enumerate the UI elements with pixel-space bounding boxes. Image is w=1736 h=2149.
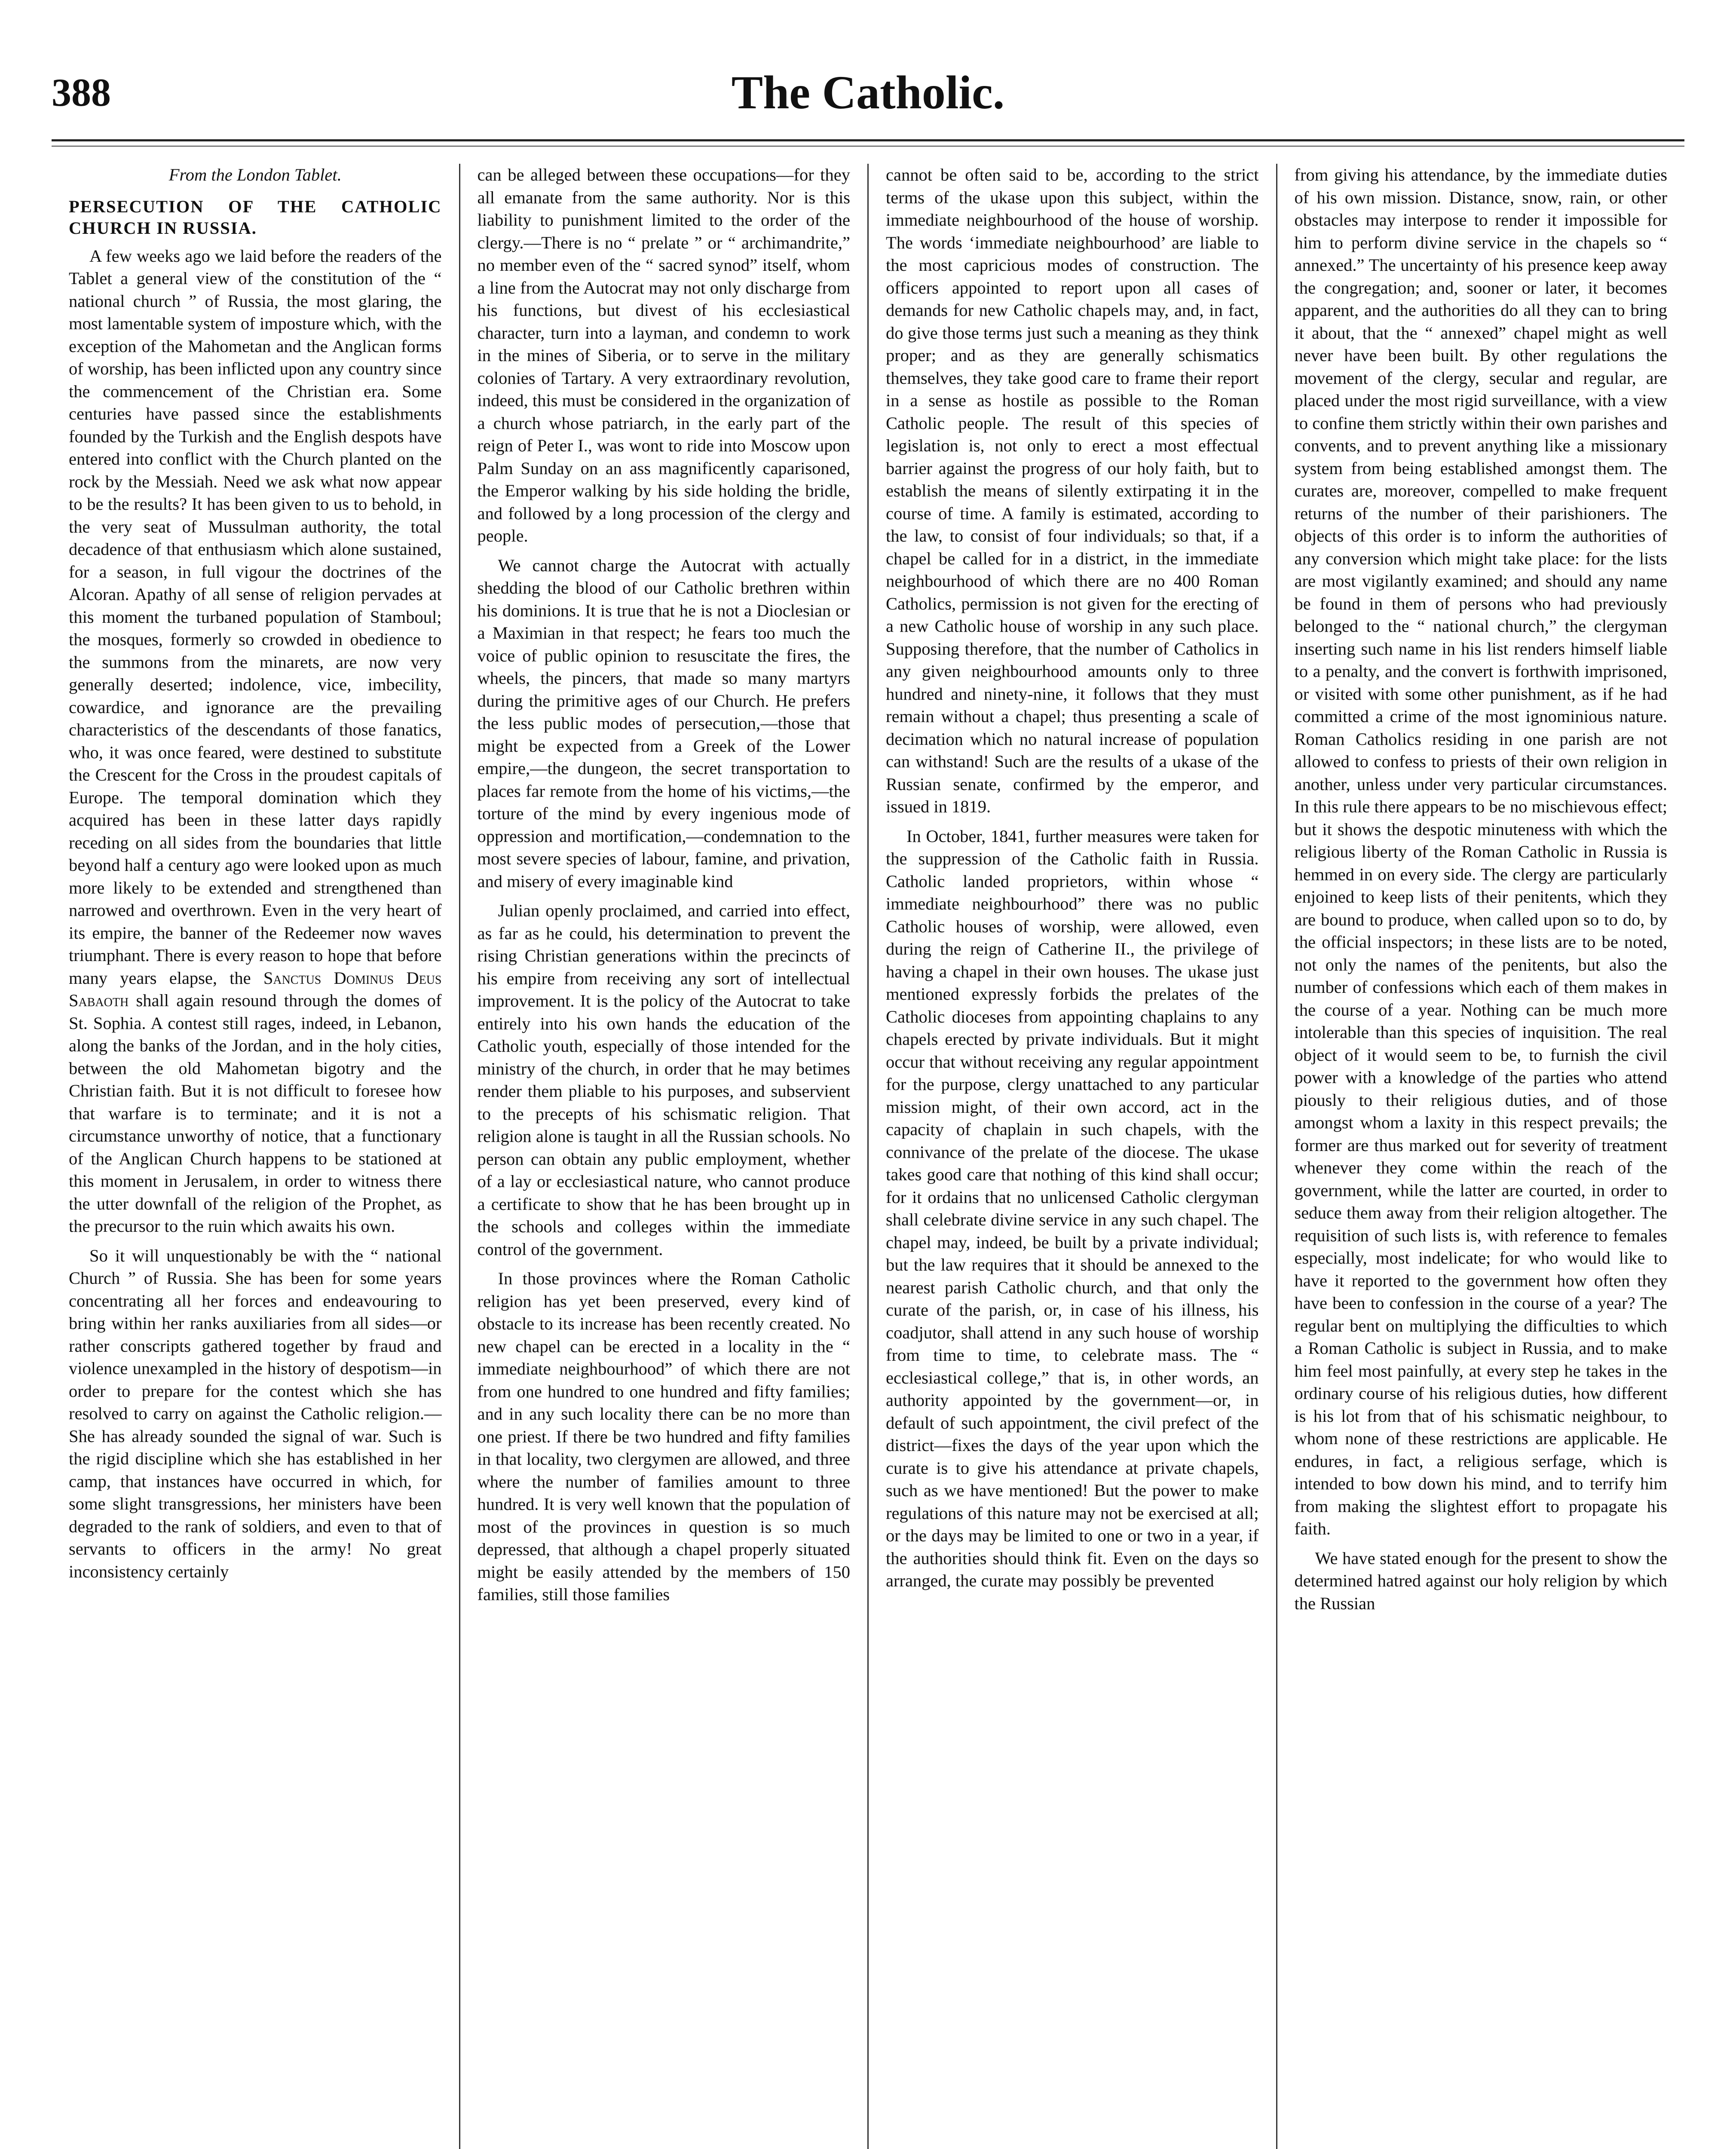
paragraph: can be alleged between these occupations—for they all emanate from the same authority. Nor is this liability to punishment limited to the order of the clergy.—There is no “ prelate ” or “ archimandrite,” no member even of the “ sacred synod” itself, whom a line from the Autocrat may not only discharge from his functions, but divest of his ecclesiastical character, turn into a layman, and condemn to work in the mines of Siberia, or to serve in the military colonies of Tartary. A very extraordinary revolution, indeed, this must be considered in the organization of a church whose patriarch, in the early part of the reign of Peter I., was wont to ride into Moscow upon Palm Sunday on an ass magnificently caparisoned, the Emperor walking by his side holding the bridle, and followed by a long procession of the clergy and people.	[477, 165, 850, 545]
paragraph: from giving his attendance, by the immediate duties of his own mission. Distance, snow, rain, or other obstacles may interpose to render it impossible for him to perform divine service in the chapels so “ annexed.” The uncertainty of his presence keep away the congregation; and, sooner or later, it becomes apparent, and the authorities do all they can to bring it about, that the “ annexed” chapel might as well never have been built. By other regulations the movement of the clergy, secular and regular, are placed under the most rigid surveillance, with a view to confine them strictly within their own parishes and convents, and to prevent anything like a missionary system from being established amongst them. The curates are, moreover, compelled to make frequent returns of the number of their parishioners. The objects of this order is to inform the authorities of any conversion which might take place: for the lists are most vigilantly examined; and should any name be found in them of persons who had previously belonged to the “ national church,” the clergyman inserting such name in his list renders himself liable to a penalty, and the convert is forthwith imprisoned, or visited with some other punishment, as if he had committed a crime of the most ignominious nature. Roman Catholics residing in one parish are not allowed to confess to priests of their own religion in another, unless under very particular circumstances. In this rule there appears to be no mischievous effect; but it shows the despotic minuteness with which the religious liberty of the Roman Catholic in Russia is hemmed in on every side. The clergy are particularly enjoined to keep lists of their penitents, which they are bound to produce, when called upon so to do, by the official inspectors; in these lists are to be noted, not only the names of the penitents, but also the number of confessions which each of them makes in the course of a year. Nothing can be much more intolerable than this species of inquisition. The real object of it would seem to be, to furnish the civil power with a knowledge of the parties who attend piously to their religious duties, and of those amongst whom a laxity in this respect prevails; the former are thus marked out for severity of treatment whenever they come within the reach of the government, while the latter are courted, in order to seduce them away from their religion altogether. The requisition of such lists is, with reference to females especially, most indelicate; for who would like to have it reported to the government how often they have been to confession in the course of a year? The regular bent on multiplying the difficulties to which a Roman Catholic is subject in Russia, and to make him feel most painfully, at every step he takes in the ordinary course of his religious duties, how different is his lot from that of his schismatic neighbour, to whom none of these restrictions are applicable. He endures, in fact, a religious serfage, which is intended to bow down his mind, and to terrify him from making the slightest effort to propagate his faith.	[1294, 165, 1667, 1538]
column-4	[1276, 164, 1685, 2149]
masthead	[52, 64, 1684, 120]
column-2	[459, 164, 868, 2149]
paragraph: cannot be often said to be, according to the strict terms of the ukase upon this subject, within the immediate neighbourhood of the house of worship. The words ‘immediate neighbourhood’ are liable to the most capricious modes of construction. The officers appointed to report upon all cases of demands for new Catholic chapels may, and, in fact, do give those terms just such a meaning as they think proper; and as they are generally schismatics themselves, they take good care to frame their report in a sense as hostile as possible to the Roman Catholic people. The result of this species of legislation is, not only to erect a most effectual barrier against the progress of our holy faith, but to establish the means of silently extirpating it in the course of time. A family is estimated, according to the law, to consist of four individuals; so that, if a chapel be called for in a district, in the immediate neighbourhood of which there are no 400 Roman Catholics, permission is not given for the erecting of a new Catholic house of worship in any such place. Supposing therefore, that the number of Catholics in any given neighbourhood amounts only to three hundred and ninety-nine, it follows that they must remain without a chapel; thus presenting a scale of decimation which no natural increase of population can withstand! Such are the results of a ukase of the Russian senate, confirmed by the emperor, and issued in 1819.	[886, 165, 1259, 816]
header-rule-thin	[52, 146, 1684, 147]
byline: From the London Tablet.	[168, 165, 342, 184]
paragraph: We cannot charge the Autocrat with actually shedding the blood of our Catholic brethren within his dominions. It is true that he is not a Dioclesian or a Maximian in that respect; he fears too much the voice of public opinion to resuscitate the fires, the wheels, the pincers, that made so many martyrs during the primitive ages of our Church. He prefers the less public modes of persecution,—those that might be expected from a Greek of the Lower empire,—the dungeon, the secret transportation to places far remote from the home of his victims,—the torture of the mind by every ingenious mode of oppression and mortification,—condemnation to the most severe species of labour, famine, and privation, and misery of every imaginable kind	[477, 555, 850, 891]
paper-title: The Catholic.	[731, 66, 1005, 119]
column-3	[867, 164, 1276, 2149]
column-1	[52, 164, 459, 2149]
paragraph: In those provinces where the Roman Catholic religion has yet been preserved, every kind of obstacle to its increase has been recently created. No new chapel can be erected in a locality in the “ immediate neighbourhood” of which there are not from one hundred to one hundred and fifty families; and in any such locality there can be no more than one priest. If there be two hundred and fifty families in that locality, two clergymen are allowed, and three where the number of families amount to three hundred. It is very well known that the population of most of the provinces in question is so much depressed, that although a chapel properly situated might be easily attended by the members of 150 families, still those families	[477, 1269, 850, 1604]
header-rule	[52, 139, 1684, 141]
paragraph-text: A few weeks ago we laid before the readers of the Tablet a general view of the constitution of the “ national church ” of Russia, the most glaring, the most lamentable system of imposture which, with the exception of the Mahometan and the Anglican forms of worship, has been inflicted upon any country since the commencement of the Christian era. Some centuries have passed since the establishments founded by the Turkish and the English despots have entered into conflict with the Church planted on the rock by the Messiah. Need we ask what now appear to be the results? It has been given to us to behold, in the very seat of Mussulman authority, the total decadence of that enthusiasm which alone sustained, for a season, in full vigour the doctrines of the Alcoran. Apathy of all sense of religion pervades at this moment the turbaned population of Stamboul; the mosques, formerly so crowded in obedience to the summons from the minarets, are now very generally deserted; indolence, vice, imbecility, cowardice, and ignorance are the prevailing characteristics of the descendants of those fanatics, who, it was once feared, were destined to substitute the Crescent for the Cross in the proudest capitals of Europe. The temporal domination which they acquired has been in these latter days rapidly receding on all sides from the boundaries that little beyond half a century ago were looked upon as much more likely to be extended and strengthened than narrowed and overthrown. Even in the very heart of its empire, the banner of the Redeemer now waves triumphant. There is every reason to hope that before many years elapse, the	[69, 246, 442, 988]
paragraph: Julian openly proclaimed, and carried into effect, as far as he could, his determination to prevent the rising Christian generations within the precincts of his empire from receiving any sort of intellectual improvement. It is the policy of the Autocrat to take entirely into his own hands the education of the Catholic youth, especially of those intended for the ministry of the church, in order that he may betimes render them pliable to his purposes, and subservient to the precepts of his schismatic religion. That religion alone is taught in all the Russian schools. No person can obtain any public employment, whether of a lay or ecclesiastical nature, who cannot produce a certificate to show that he has been brought up in the schools and colleges within the immediate control of the government.	[477, 901, 850, 1259]
paragraph-text: shall again resound through the domes of St. Sophia. A contest still rages, indeed, in Lebanon, along the banks of the Jordan, and in the holy cities, between the old Mahometan bigotry and the Christian faith. But it is not difficult to foresee how that warfare is to terminate; and it is not a circumstance unworthy of notice, that a functionary of the Anglican Church happens to be stationed at this moment in Jerusalem, in order to witness there the utter downfall of the religion of the Prophet, as the precursor to the ruin which awaits his own.	[69, 991, 442, 1236]
headline: PERSECUTION OF THE CATHOLIC CHURCH IN RUSSIA.	[69, 196, 442, 238]
paragraph: So it will unquestionably be with the “ national Church ” of Russia. She has been for some years concentrating all her forces and endeavouring to bring within her ranks auxiliaries from all sides—or rather conscripts gathered together by fraud and violence unexampled in the history of despotism—in order to prepare for the contest which she has resolved to carry on against the Catholic religion.—She has already sounded the signal of war. Such is the rigid discipline which she has established in her camp, that instances have occurred in which, for some slight transgressions, her ministers have been degraded to the rank of soldiers, and even to that of servants to officers in the army! No great inconsistency certainly	[69, 1246, 442, 1581]
latin-phrase: Sanctus Dominus Deus Sabaoth	[69, 968, 442, 1010]
paragraph	[69, 245, 442, 1238]
page-number: 388	[52, 70, 111, 114]
paragraph: We have stated enough for the present to show the determined hatred against our holy religion by which the Russian	[1294, 1548, 1667, 1613]
paragraph: In October, 1841, further measures were taken for the suppression of the Catholic faith in Russia. Catholic landed proprietors, within whose “ immediate neighbourhood” there was no public Catholic houses of worship, were allowed, even during the reign of Catherine II., the privilege of having a chapel in their own houses. The ukase just mentioned expressly forbids the prelates of the Catholic dioceses from appointing chaplains to any chapels erected by private individuals. But it might occur that without receiving any regular appointment for the purpose, clergy unattached to any particular mission might, of their own accord, act in the capacity of chaplain in such chapels, with the connivance of the prelate of the diocese. The ukase takes good care that nothing of this kind shall occur; for it ordains that no unlicensed Catholic clergyman shall celebrate divine service in any such chapel. The chapel may, indeed, be built by a private individual; but the law requires that it should be annexed to the nearest parish Catholic church, and that only the curate of the parish, or, in case of his illness, his coadjutor, shall attend in any such house of worship from time to time, to celebrate mass. The “ ecclesiastical college,” that is, in other words, an authority appointed by the government—or, in default of such appointment, the civil prefect of the district—fixes the days of the year upon which the curate is to give his attendance at private chapels, such as we have mentioned! But the power to make regulations of this nature may not be exercised at all; or the days may be limited to one or two in a year, if the authorities should think fit. Even on the days so arranged, the curate may possibly be prevented	[886, 826, 1259, 1590]
article-columns	[52, 164, 1684, 2149]
